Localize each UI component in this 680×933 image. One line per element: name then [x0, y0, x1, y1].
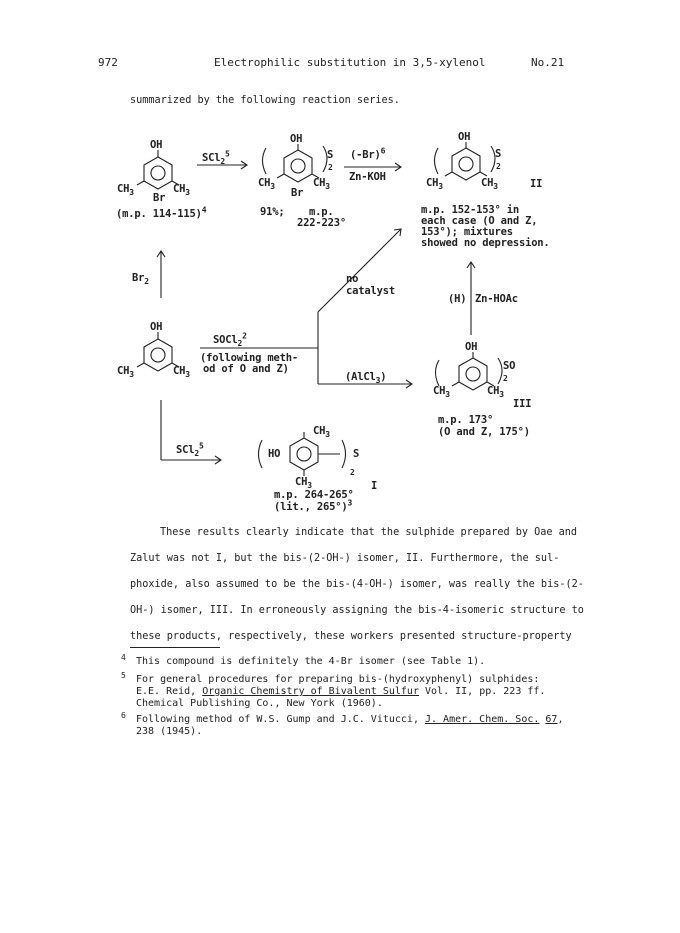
- body-text-line: phoxide, also assumed to be the bis-(4-OH-) isomer, was really the bis-(2-: [130, 579, 584, 590]
- body-text-line: Zalut was not I, but the bis-(2-OH-) isomer, II. Furthermore, the sul-: [130, 553, 560, 564]
- arrow-br2-up: [157, 251, 165, 298]
- compound-number-iii: III: [513, 398, 532, 410]
- br-substituent: Br: [153, 192, 166, 204]
- subscript-2: 2: [328, 163, 333, 172]
- ch3-label: $CH_3$: [117, 183, 134, 198]
- br-substituent: Br: [291, 187, 304, 199]
- oh-label: OH: [290, 133, 303, 145]
- ch3-label: $CH_3$: [173, 183, 190, 198]
- no-catalyst-label: catalyst: [346, 285, 395, 297]
- reagent-zn-koh: Zn-KOH: [349, 171, 386, 183]
- page-number: 972: [98, 56, 118, 69]
- reagent-alcl3: (AlCl$_3$): [345, 371, 387, 386]
- footnote-6-line: 238 (1945).: [136, 726, 203, 737]
- footnote-mark: 6: [121, 711, 126, 720]
- journal-issue: No.21: [531, 56, 565, 69]
- ch3-label: $CH_3$: [313, 177, 330, 192]
- compound-number-i: I: [371, 480, 378, 492]
- oh-label: OH: [150, 139, 163, 151]
- ch3-label: $CH_3$: [433, 385, 450, 400]
- body-text-line: these products, respectively, these workers presented structure-property: [130, 631, 572, 642]
- melting-point-i-lit: (lit., 265°)$^3$: [274, 498, 353, 513]
- socl2-method-note: od of O and Z): [203, 363, 289, 375]
- melting-point-i: m.p. 264-265°: [274, 489, 354, 501]
- subscript-2: 2: [503, 374, 508, 383]
- note-ii-line: each case (O and Z,: [421, 215, 538, 227]
- subscript-2: 2: [350, 468, 355, 477]
- body-text-line: OH-) isomer, III. In erroneously assigning the bis-4-isomeric structure to: [130, 605, 584, 616]
- melting-point-label: m.p.: [309, 206, 334, 218]
- arrow-reduction-up: [467, 262, 475, 335]
- reagent-scl2: SCl$_2^5$: [176, 441, 204, 459]
- no-catalyst-label: no: [346, 273, 359, 285]
- compound-number-ii: II: [530, 178, 543, 190]
- subscript-2: 2: [496, 162, 501, 171]
- footnote-mark: 4: [121, 653, 126, 662]
- footnote-mark: 5: [121, 671, 126, 680]
- ch3-label: $CH_3$: [258, 177, 275, 192]
- ch3-label: $CH_3$: [117, 365, 134, 380]
- ch3-label: $CH_3$: [173, 365, 190, 380]
- footnote-5-line: Chemical Publishing Co., New York (1960).: [136, 698, 383, 709]
- sulfur-label: S: [327, 149, 334, 161]
- oh-label: OH: [465, 341, 478, 353]
- melting-point-iii-lit: (O and Z, 175°): [438, 426, 530, 438]
- melting-point-bromoxylenol: (m.p. 114-115)$^4$: [116, 205, 207, 220]
- oh-label: OH: [150, 321, 163, 333]
- ring-top-right: [435, 142, 496, 180]
- ch3-label: $CH_3$: [295, 476, 312, 491]
- note-ii-line: showed no depression.: [421, 237, 550, 249]
- sulfur-label: S: [495, 148, 502, 160]
- footnote-6-line: Following method of W.S. Gump and J.C. Vitucci, J. Amer. Chem. Soc. 67,: [136, 714, 564, 725]
- ch3-label: $CH_3$: [487, 385, 504, 400]
- note-ii-line: 153°); mixtures: [421, 226, 513, 238]
- reagent-br2: $Br_2$: [132, 272, 149, 287]
- footnote-4: This compound is definitely the 4-Br isomer (see Table 1).: [136, 656, 486, 667]
- reduction-h-label: (H): [448, 293, 467, 305]
- ch3-label: $CH_3$: [426, 177, 443, 192]
- ho-label: HO: [268, 448, 281, 460]
- reagent-socl2: SOCl$_2^2$: [213, 331, 247, 349]
- oh-label: OH: [458, 131, 471, 143]
- reagent-scl2: SCl$_2^5$: [202, 149, 230, 167]
- intro-text: summarized by the following reaction series.: [130, 95, 400, 106]
- running-title: Electrophilic substitution in 3,5-xylenol: [214, 56, 486, 69]
- footnote-5-line: For general procedures for preparing bis-(hydroxyphenyl) sulphides:: [136, 674, 540, 685]
- body-text-line: These results clearly indicate that the sulphide prepared by Oae and: [160, 527, 578, 538]
- socl2-method-note: (following meth-: [200, 352, 298, 364]
- footnote-rule: [130, 647, 220, 648]
- arrow-debromination: [344, 163, 401, 171]
- footnote-5-line: E.E. Reid, Organic Chemistry of Bivalent Sulfur Vol. II, pp. 223 ff.: [136, 686, 546, 697]
- melting-point-iii: m.p. 173°: [438, 414, 494, 426]
- sulfur-label: S: [353, 448, 360, 460]
- yield-label: 91%;: [260, 206, 285, 218]
- reagent-debromination: $(-Br)^6$: [350, 146, 386, 161]
- sulfoxide-label: SO: [503, 360, 516, 372]
- ch3-label: $CH_3$: [313, 425, 330, 440]
- ch3-label: $CH_3$: [481, 177, 498, 192]
- melting-point-value: 222-223°: [297, 217, 346, 229]
- reagent-zn-hoac: Zn-HOAc: [475, 293, 518, 305]
- note-ii-line: m.p. 152-153° in: [421, 204, 519, 216]
